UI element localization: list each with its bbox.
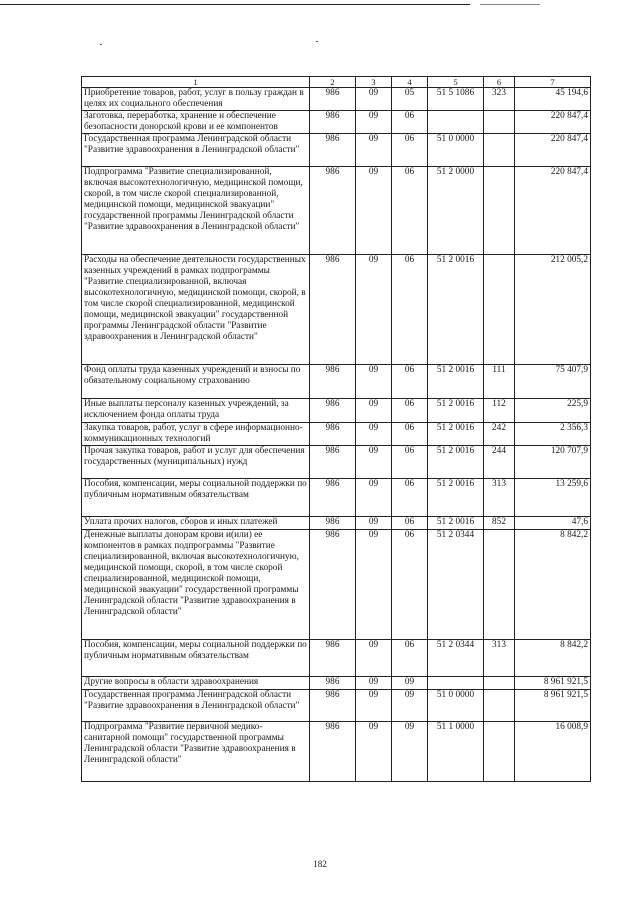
row-section: 09 [356, 640, 392, 677]
row-name: Заготовка, переработка, хранение и обеспечение безопасности донорской крови и ее компонентов [82, 111, 310, 134]
row-subsection: 06 [392, 167, 428, 255]
row-target: 51 2 0016 [428, 399, 484, 423]
row-name: Фонд оплаты труда казенных учреждений и взносы по обязательному социальному страхованию [82, 365, 310, 399]
row-amount: 8 842,2 [515, 530, 591, 640]
table-row [82, 690, 591, 722]
row-section: 09 [356, 111, 392, 134]
table-row [82, 517, 591, 530]
row-amount: 45 194,6 [515, 88, 591, 111]
row-amount: 47,6 [515, 517, 591, 530]
header-cell: 7 [515, 77, 591, 88]
row-ministry: 986 [310, 111, 356, 134]
row-target: 51 0 0000 [428, 134, 484, 167]
row-ministry: 986 [310, 399, 356, 423]
row-ministry: 986 [310, 640, 356, 677]
row-amount: 13 259,6 [515, 479, 591, 517]
row-section: 09 [356, 365, 392, 399]
table-header-row [82, 77, 591, 88]
row-name: Другие вопросы в области здравоохранения [82, 677, 310, 690]
row-section: 09 [356, 722, 392, 782]
row-amount: 220 847,4 [515, 167, 591, 255]
row-section: 09 [356, 446, 392, 479]
row-ministry: 986 [310, 530, 356, 640]
row-subsection: 09 [392, 677, 428, 690]
row-target: 51 1 0000 [428, 722, 484, 782]
header-cell: 6 [484, 77, 515, 88]
row-target: 51 2 0344 [428, 530, 484, 640]
row-subsection: 06 [392, 423, 428, 446]
row-name: Подпрограмма "Развитие специализированной, включая высокотехнологичную, медицинской помощи, скорой, в том числе скорой специализированной, медицинской помощи, медицинской эвакуации" государственной программы Ленинградской области "Развитие здравоохранения в Ленинградской области" [82, 167, 310, 255]
row-section: 09 [356, 399, 392, 423]
row-target: 51 0 0000 [428, 690, 484, 722]
row-type: 852 [484, 517, 515, 530]
header-cell: 5 [428, 77, 484, 88]
row-subsection: 06 [392, 365, 428, 399]
row-section: 09 [356, 423, 392, 446]
row-ministry: 986 [310, 423, 356, 446]
row-amount: 120 707,9 [515, 446, 591, 479]
row-type [484, 167, 515, 255]
row-target: 51 2 0016 [428, 446, 484, 479]
row-amount: 2 356,3 [515, 423, 591, 446]
row-target: 51 2 0016 [428, 517, 484, 530]
table-row [82, 255, 591, 365]
row-subsection: 06 [392, 399, 428, 423]
row-name: Приобретение товаров, работ, услуг в пользу граждан в целях их социального обеспечения [82, 88, 310, 111]
row-section: 09 [356, 134, 392, 167]
row-subsection: 06 [392, 446, 428, 479]
row-name: Пособия, компенсации, меры социальной поддержки по публичным нормативным обязательствам [82, 640, 310, 677]
row-amount: 16 008,9 [515, 722, 591, 782]
row-target [428, 111, 484, 134]
row-section: 09 [356, 677, 392, 690]
row-target: 51 2 0016 [428, 423, 484, 446]
row-type: 323 [484, 88, 515, 111]
row-subsection: 09 [392, 722, 428, 782]
row-amount: 8 961 921,5 [515, 677, 591, 690]
table-row [82, 134, 591, 167]
row-ministry: 986 [310, 446, 356, 479]
row-type: 244 [484, 446, 515, 479]
row-ministry: 986 [310, 134, 356, 167]
row-subsection: 06 [392, 255, 428, 365]
row-subsection: 06 [392, 517, 428, 530]
row-section: 09 [356, 167, 392, 255]
row-name: Государственная программа Ленинградской области "Развитие здравоохранения в Ленинградской области" [82, 690, 310, 722]
row-subsection: 06 [392, 134, 428, 167]
row-type [484, 722, 515, 782]
table-row [82, 423, 591, 446]
row-section: 09 [356, 88, 392, 111]
header-cell: 1 [82, 77, 310, 88]
row-section: 09 [356, 479, 392, 517]
row-target: 51 5 1086 [428, 88, 484, 111]
row-ministry: 986 [310, 722, 356, 782]
row-type: 112 [484, 399, 515, 423]
row-section: 09 [356, 690, 392, 722]
row-amount: 8 842,2 [515, 640, 591, 677]
row-type [484, 530, 515, 640]
row-section: 09 [356, 530, 392, 640]
row-type [484, 255, 515, 365]
row-subsection: 06 [392, 640, 428, 677]
row-subsection: 05 [392, 88, 428, 111]
row-ministry: 986 [310, 167, 356, 255]
table-row [82, 530, 591, 640]
row-type: 242 [484, 423, 515, 446]
row-ministry: 986 [310, 479, 356, 517]
page-top-rule [0, 4, 470, 5]
row-name: Государственная программа Ленинградской области "Развитие здравоохранения в Ленинградской области" [82, 134, 310, 167]
row-section: 09 [356, 517, 392, 530]
header-cell: 4 [392, 77, 428, 88]
row-target: 51 2 0016 [428, 255, 484, 365]
table-row [82, 167, 591, 255]
row-target: 51 2 0016 [428, 479, 484, 517]
scan-speck [316, 41, 318, 42]
row-name: Уплата прочих налогов, сборов и иных платежей [82, 517, 310, 530]
row-name: Пособия, компенсации, меры социальной поддержки по публичным нормативным обязательствам [82, 479, 310, 517]
row-ministry: 986 [310, 255, 356, 365]
row-target: 51 2 0000 [428, 167, 484, 255]
row-amount: 212 005,2 [515, 255, 591, 365]
row-ministry: 986 [310, 690, 356, 722]
row-name: Прочая закупка товаров, работ и услуг для обеспечения государственных (муниципальных) нужд [82, 446, 310, 479]
row-name: Иные выплаты персоналу казенных учреждений, за исключением фонда оплаты труда [82, 399, 310, 423]
row-type [484, 690, 515, 722]
row-section: 09 [356, 255, 392, 365]
row-target: 51 2 0344 [428, 640, 484, 677]
row-amount: 8 961 921,5 [515, 690, 591, 722]
row-ministry: 986 [310, 677, 356, 690]
table-row [82, 677, 591, 690]
table-row [82, 479, 591, 517]
page-number: 182 [313, 859, 327, 869]
row-amount: 75 407,9 [515, 365, 591, 399]
row-name: Денежные выплаты донорам крови и(или) ее компонентов в рамках подпрограммы "Развитие специализированной, включая высокотехнологичную, медицинской помощи, скорой, в том числе скорой специализированной, медицинской помощи, медицинской эвакуации" государственной программы Ленинградской области "Развитие здравоохранения в Ленинградской области" [82, 530, 310, 640]
header-cell: 2 [310, 77, 356, 88]
row-type [484, 134, 515, 167]
row-target [428, 677, 484, 690]
row-target: 51 2 0016 [428, 365, 484, 399]
table-row [82, 399, 591, 423]
row-subsection: 06 [392, 530, 428, 640]
row-subsection: 09 [392, 690, 428, 722]
row-amount: 220 847,4 [515, 111, 591, 134]
row-type: 313 [484, 640, 515, 677]
row-ministry: 986 [310, 517, 356, 530]
table-row [82, 722, 591, 782]
row-type [484, 111, 515, 134]
row-amount: 220 847,4 [515, 134, 591, 167]
row-type [484, 677, 515, 690]
row-subsection: 06 [392, 479, 428, 517]
table-row [82, 88, 591, 111]
table-row [82, 446, 591, 479]
row-type: 313 [484, 479, 515, 517]
header-cell: 3 [356, 77, 392, 88]
table-row [82, 640, 591, 677]
row-name: Расходы на обеспечение деятельности государственных казенных учреждений в рамках подпрограммы "Развитие специализированной, включая высокотехнологичную, медицинской помощи, скорой, в том числе скорой специализированной, медицинской помощи, медицинской эвакуации" государственной программы Ленинградской области "Развитие здравоохранения в Ленинградской области" [82, 255, 310, 365]
row-amount: 225,9 [515, 399, 591, 423]
row-ministry: 986 [310, 365, 356, 399]
table-row [82, 111, 591, 134]
page-top-rule-right [480, 4, 540, 5]
row-ministry: 986 [310, 88, 356, 111]
scan-speck [100, 44, 102, 45]
row-name: Подпрограмма "Развитие первичной медико-санитарной помощи" государственной программы Ленинградской области "Развитие здравоохранения в Ленинградской области" [82, 722, 310, 782]
budget-table [81, 76, 591, 782]
table-row [82, 365, 591, 399]
row-name: Закупка товаров, работ, услуг в сфере информационно-коммуникационных технологий [82, 423, 310, 446]
row-subsection: 06 [392, 111, 428, 134]
row-type: 111 [484, 365, 515, 399]
